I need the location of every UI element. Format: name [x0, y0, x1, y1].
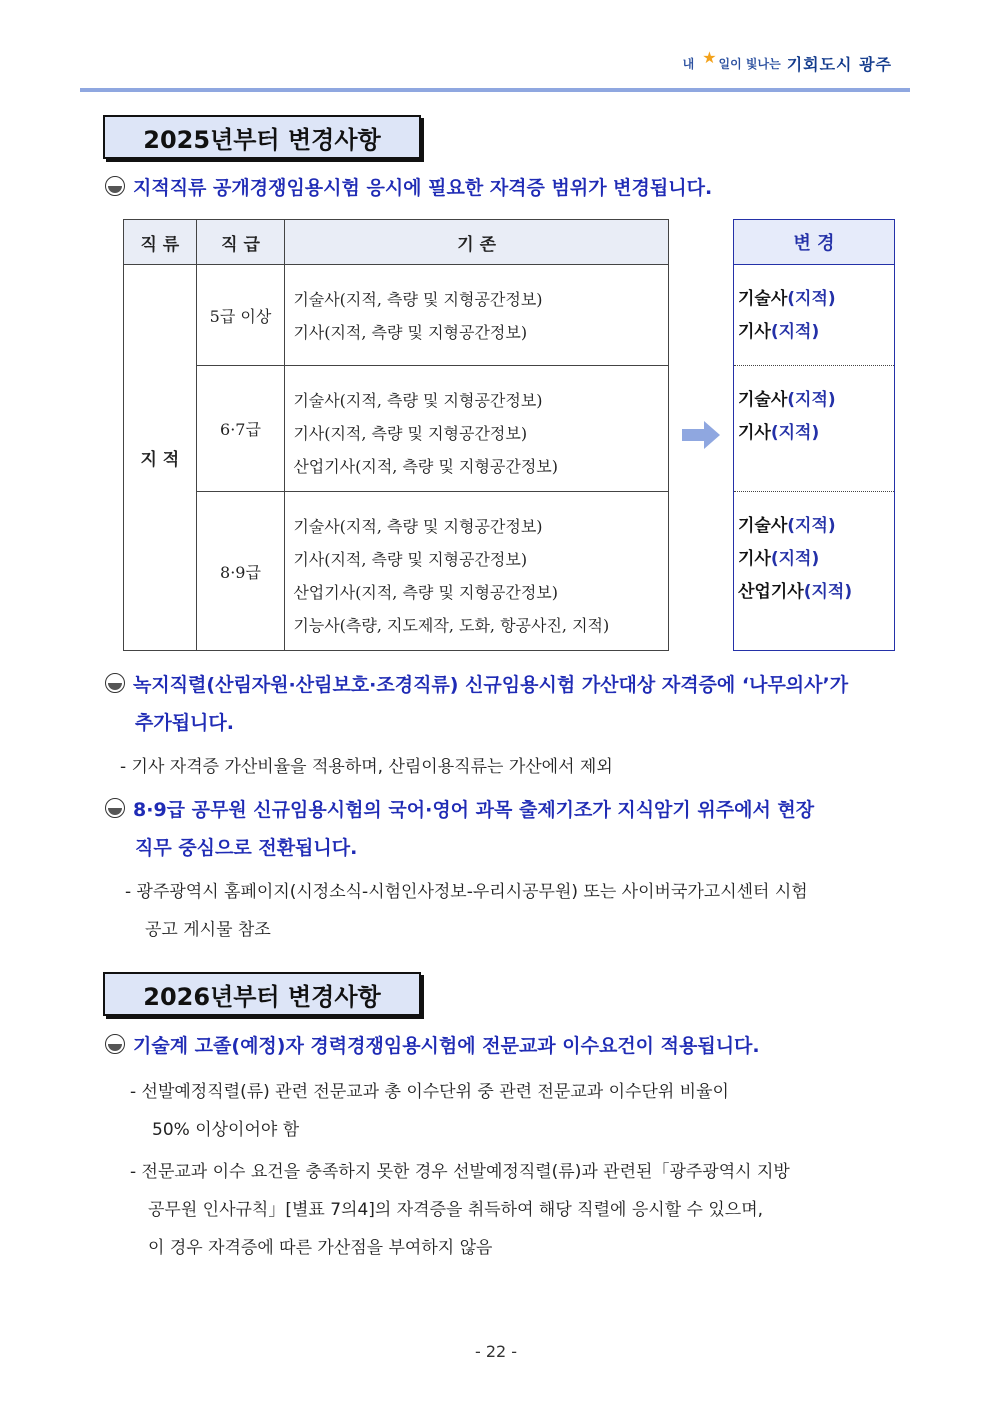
change-line: 기술사(지적) — [738, 289, 836, 309]
change-line: 산업기사(지적) — [738, 582, 853, 602]
job-type-cell: 지 적 — [124, 265, 197, 651]
grade-cell: 6·7급 — [196, 366, 285, 492]
bullet-vocational-requirement — [105, 1027, 760, 1065]
existing-line: 기술사(지적, 측량 및 지형공간정보) — [293, 517, 543, 536]
change-cell — [734, 265, 894, 366]
bullet-exam-direction — [105, 791, 915, 867]
existing-line: 산업기사(지적, 측량 및 지형공간정보) — [293, 583, 558, 602]
existing-line: 기술사(지적, 측량 및 지형공간정보) — [293, 391, 543, 410]
existing-line: 기사(지적, 측량 및 지형공간정보) — [293, 424, 528, 443]
sub-item-tree-doctor: - 기사 자격증 가산비율을 적용하며, 산림이용직류는 가산에서 제외 — [120, 757, 613, 777]
bullet-icon — [105, 1034, 125, 1054]
section-title-2026: 2026년부터 변경사항 — [103, 972, 421, 1016]
change-line: 기술사(지적) — [738, 390, 836, 410]
existing-line: 기능사(측량, 지도제작, 도화, 항공사진, 지적) — [293, 616, 610, 635]
section-title-2025: 2025년부터 변경사항 — [103, 115, 421, 159]
existing-line: 기사(지적, 측량 및 지형공간정보) — [293, 550, 528, 569]
existing-cell — [285, 492, 669, 651]
sub-item-exam-direction — [125, 873, 915, 949]
change-line: 기사(지적) — [738, 549, 820, 569]
right-arrow-icon — [682, 421, 720, 449]
logo-slogan-a: 내 — [682, 57, 695, 71]
bullet-text: 기술계 고졸(예정)자 경력경쟁임용시험에 전문교과 이수요건이 적용됩니다. — [133, 1035, 760, 1057]
change-cell — [734, 366, 894, 492]
changed-requirements-box — [733, 219, 895, 651]
existing-requirements-table — [123, 219, 669, 651]
sub-text-cont: 공무원 인사규칙」[별표 7의4]의 자격증을 취득하여 해당 직렬에 응시할 수 있으며, — [148, 1200, 764, 1220]
sub-text-cont: 공고 게시물 참조 — [145, 920, 271, 940]
grade-cell: 5급 이상 — [196, 265, 285, 366]
existing-cell — [285, 366, 669, 492]
logo-city-name: 기회도시 광주 — [786, 55, 892, 74]
sub-text-cont: 50% 이상이어야 함 — [152, 1120, 300, 1140]
bullet-text-cont: 추가됩니다. — [135, 712, 234, 734]
change-line: 기술사(지적) — [738, 516, 836, 536]
header-grade: 직 급 — [196, 220, 285, 265]
bullet-cadastral-certificates — [105, 169, 712, 207]
sub-item-certificate-alternative — [130, 1153, 910, 1267]
page-number: - 22 - — [474, 1342, 518, 1361]
star-icon: ★ — [702, 48, 717, 67]
change-cell — [734, 492, 894, 648]
bullet-icon — [105, 673, 125, 693]
logo-slogan-b: 일이 빛나는 — [718, 57, 781, 71]
header-divider — [80, 88, 910, 92]
bullet-text: 지적직류 공개경쟁임용시험 응시에 필요한 자격증 범위가 변경됩니다. — [133, 177, 713, 199]
bullet-text: 8·9급 공무원 신규임용시험의 국어·영어 과목 출제기조가 지식암기 위주에서 현장 — [133, 799, 815, 821]
sub-text-cont: 이 경우 자격증에 따른 가산점을 부여하지 않음 — [148, 1238, 493, 1258]
bullet-icon — [105, 798, 125, 818]
bullet-icon — [105, 176, 125, 196]
grade-cell: 8·9급 — [196, 492, 285, 651]
sub-item-credit-ratio — [130, 1073, 910, 1149]
existing-line: 기술사(지적, 측량 및 지형공간정보) — [293, 290, 543, 309]
change-line: 기사(지적) — [738, 322, 820, 342]
change-line: 기사(지적) — [738, 423, 820, 443]
header-job-type: 직 류 — [124, 220, 197, 265]
existing-line: 기사(지적, 측량 및 지형공간정보) — [293, 323, 528, 342]
header-change: 변 경 — [734, 220, 894, 265]
bullet-tree-doctor — [105, 666, 915, 742]
sub-text: - 전문교과 이수 요건을 충족하지 못한 경우 선발예정직렬(류)과 관련된「광주광역시 지방 — [130, 1162, 790, 1182]
header-existing: 기 존 — [285, 220, 669, 265]
existing-cell — [285, 265, 669, 366]
bullet-text: 녹지직렬(산림자원·산림보호·조경직류) 신규임용시험 가산대상 자격증에 ‘나무의사’가 — [133, 674, 849, 696]
sub-text: - 광주광역시 홈페이지(시정소식-시험인사정보-우리시공무원) 또는 사이버국가고시센터 시험 — [125, 882, 808, 902]
existing-line: 산업기사(지적, 측량 및 지형공간정보) — [293, 457, 558, 476]
bullet-text-cont: 직무 중심으로 전환됩니다. — [135, 837, 358, 859]
sub-text: - 선발예정직렬(류) 관련 전문교과 총 이수단위 중 관련 전문교과 이수단위 비율이 — [130, 1082, 729, 1102]
city-logo — [682, 48, 892, 75]
